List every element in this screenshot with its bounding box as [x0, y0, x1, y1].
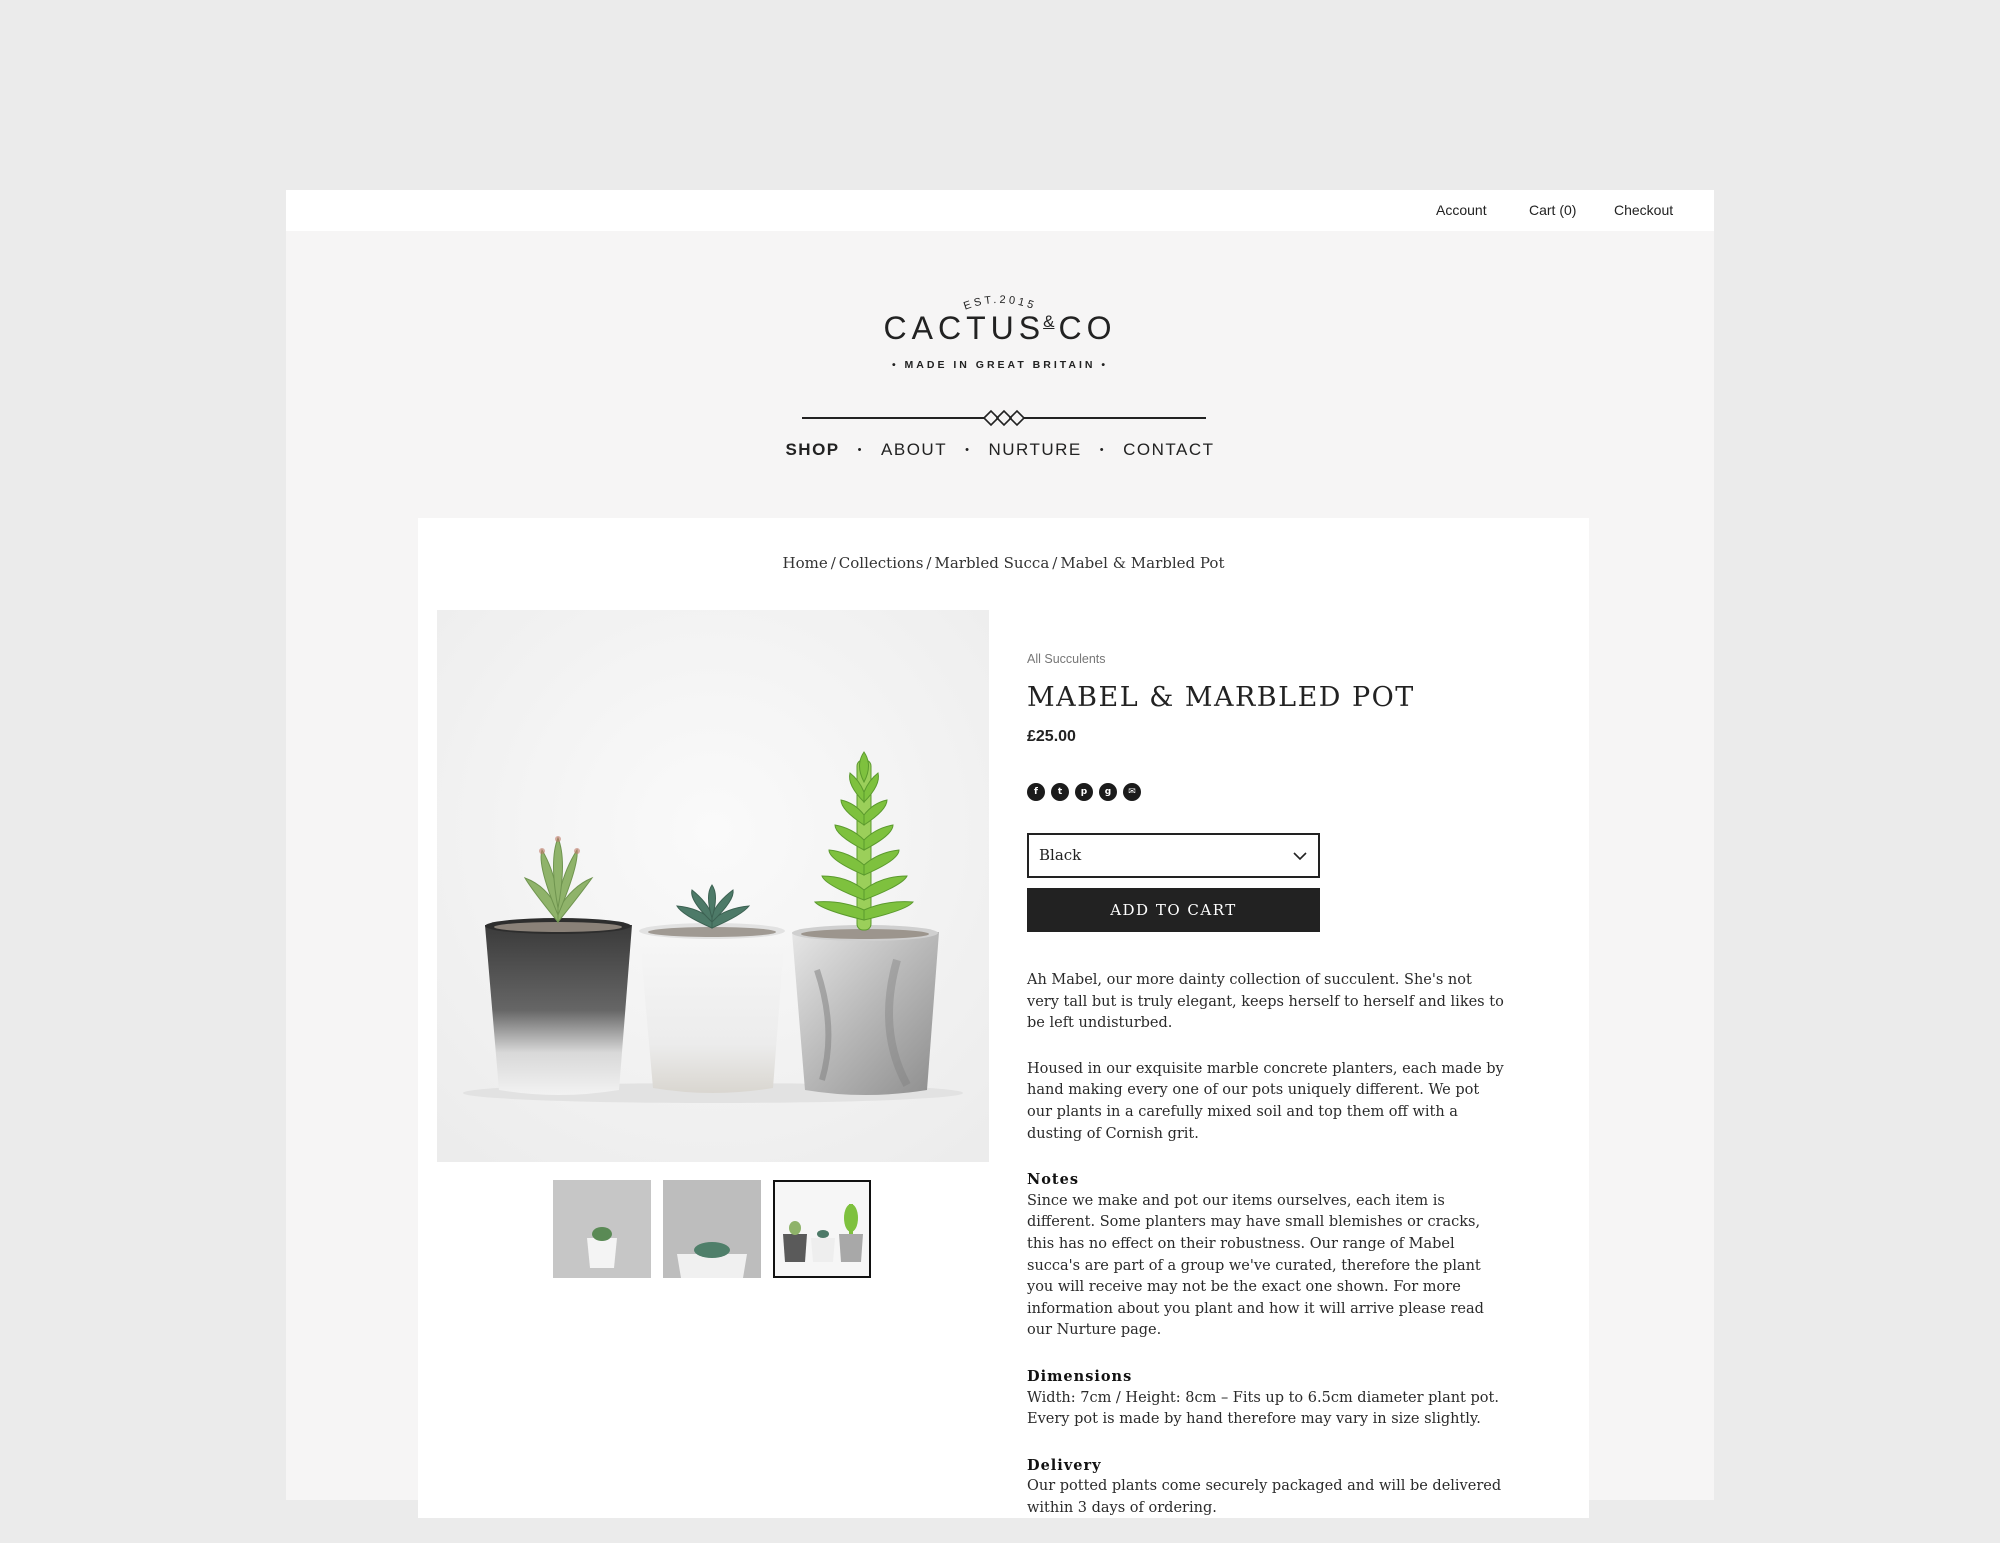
nav-about[interactable]: ABOUT [881, 440, 948, 459]
product-description [1027, 970, 1507, 1543]
variant-select[interactable] [1027, 833, 1320, 878]
nav-separator: • [965, 444, 971, 456]
main-nav [286, 440, 1714, 460]
add-to-cart-button[interactable]: ADD TO CART [1027, 888, 1320, 932]
thumbnail-2-image [663, 1180, 761, 1278]
twitter-icon[interactable]: t [1051, 783, 1069, 801]
breadcrumb-marbled-succa[interactable]: Marbled Succa [934, 554, 1050, 572]
breadcrumb-separator: / [1052, 554, 1058, 572]
logo-divider-ornament [802, 408, 1206, 428]
checkout-link[interactable]: Checkout [1614, 202, 1674, 218]
svg-text:EST.2015: EST.2015 [962, 293, 1038, 313]
nav-separator: • [1099, 444, 1106, 456]
nav-separator: • [857, 444, 864, 456]
site-frame [286, 190, 1714, 1516]
pinterest-icon[interactable]: p [1075, 783, 1093, 801]
cart-link[interactable]: Cart (0) [1529, 202, 1577, 218]
description-paragraph-1: Ah Mabel, our more dainty collection of succulent. She's not very tall but is truly elegant, keeps herself to herself and likes to be left undisturbed. [1027, 972, 1504, 1032]
nav-shop[interactable]: SHOP [785, 440, 840, 459]
breadcrumb-collections[interactable]: Collections [838, 554, 924, 572]
product-price: £25.00 [1027, 728, 1076, 745]
thumbnail-2[interactable] [663, 1180, 761, 1278]
notes-heading: Notes [1027, 1171, 1080, 1189]
breadcrumb-separator: / [830, 554, 836, 572]
brand-tagline: • MADE IN GREAT BRITAIN • [891, 359, 1109, 371]
thumbnail-3[interactable] [773, 1180, 871, 1278]
delivery-heading: Delivery [1027, 1456, 1102, 1474]
thumbnail-1-image [553, 1180, 651, 1278]
top-utility-bar [286, 190, 1714, 231]
email-icon[interactable]: ✉ [1123, 783, 1141, 801]
brand-name-left: CACTUS [883, 310, 1046, 346]
facebook-icon[interactable]: f [1027, 783, 1045, 801]
product-main-image[interactable] [437, 610, 989, 1162]
product-card [418, 518, 1589, 1518]
product-title: MABEL & MARBLED POT [1027, 682, 1415, 713]
chevron-down-icon [1292, 850, 1308, 862]
breadcrumb [418, 554, 1589, 572]
dimensions-heading: Dimensions [1027, 1367, 1133, 1385]
thumbnail-1[interactable] [553, 1180, 651, 1278]
breadcrumb-separator: / [926, 554, 932, 572]
breadcrumb-home[interactable]: Home [782, 554, 828, 572]
breadcrumb-current: Mabel & Marbled Pot [1060, 554, 1225, 572]
account-link[interactable]: Account [1436, 202, 1487, 218]
notes-text: Since we make and pot our items ourselves, each item is different. Some planters may have small blemishes or cracks, this has no effect on their robustness. Our range of Mabel succa's are part of a group we've curated, therefore the plant you will receive may not be the exact one shown. For more information about you plant and how it will arrive please read our Nurture page. [1027, 1192, 1484, 1339]
brand-ampersand: & [1043, 312, 1055, 331]
nav-contact[interactable]: CONTACT [1123, 440, 1215, 459]
description-paragraph-2: Housed in our exquisite marble concrete planters, each made by hand making every one of our pots uniquely different. We pot our plants in a carefully mixed soil and top them off with a dusting of Cornish grit. [1027, 1060, 1504, 1142]
google-plus-icon[interactable]: g [1099, 783, 1117, 801]
variant-select-value: Black [1039, 846, 1082, 864]
brand-name [286, 310, 1714, 347]
product-photo [437, 610, 989, 1162]
brand-name-right: CO [1058, 310, 1117, 346]
thumbnail-3-image [775, 1182, 869, 1276]
delivery-text: Our potted plants come securely packaged and will be delivered within 3 days of ordering. [1027, 1478, 1502, 1516]
dimensions-text: Width: 7cm / Height: 8cm – Fits up to 6.5cm diameter plant pot. Every pot is made by hand therefore may vary in size slightly. [1027, 1389, 1499, 1428]
nav-nurture[interactable]: NURTURE [988, 440, 1082, 459]
product-collection-link[interactable]: All Succulents [1027, 652, 1106, 666]
